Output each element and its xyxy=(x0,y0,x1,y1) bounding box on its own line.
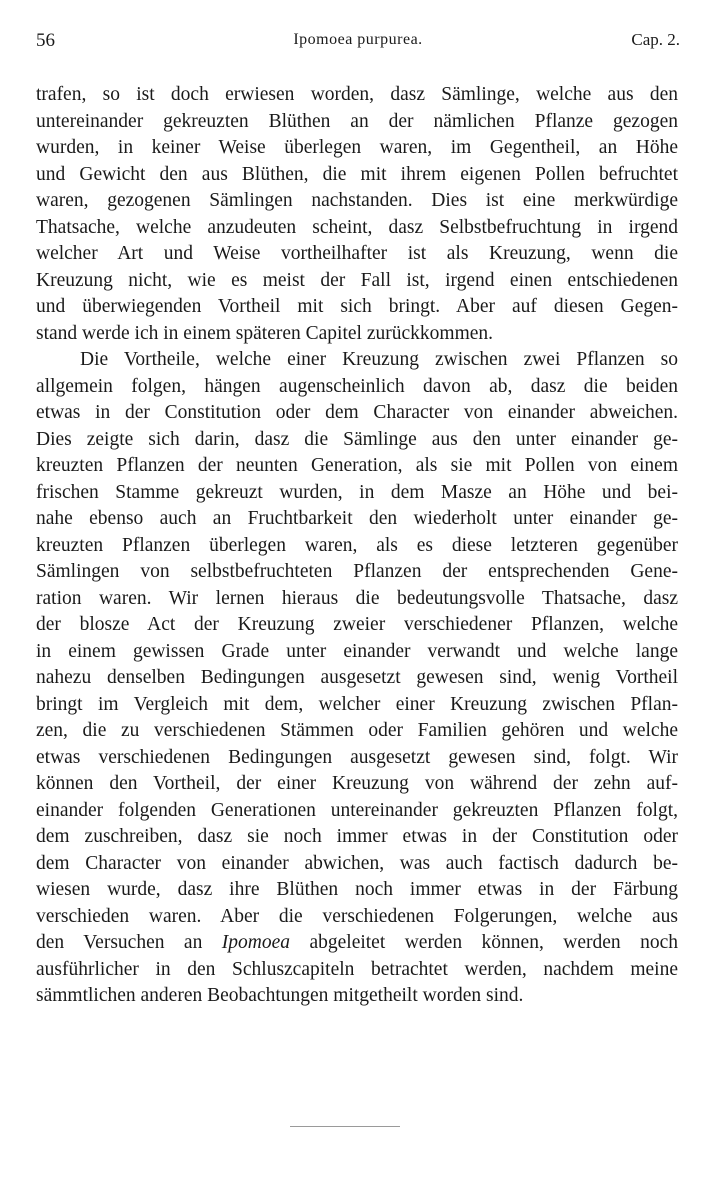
text-line: dem Character von einander abwichen, was auch factisch dadurch be- xyxy=(36,852,678,874)
text-line: nahezu denselben Bedingungen ausgesetzt gewesen sind, wenig Vortheil xyxy=(36,667,678,688)
text-line: bringt im Vergleich mit dem, welcher einer Kreuzung zwischen Pflan- xyxy=(36,693,678,715)
text-line: waren, gezogenen Sämlingen nachstanden. Dies ist eine merkwürdige xyxy=(36,190,678,211)
text-line: trafen, so ist doch erwiesen worden, dasz Sämlinge, welche aus den xyxy=(36,84,678,105)
text-line: nahe ebenso auch an Fruchtbarkeit den wiederholt unter einander ge- xyxy=(36,508,678,529)
text-line: wurden, in keiner Weise überlegen waren, im Gegentheil, an Höhe xyxy=(36,137,678,158)
italic-species-name: Ipomoea xyxy=(221,932,291,953)
text-line: verschieden waren. Aber die verschiedenen Folgerungen, welche aus xyxy=(36,905,678,927)
text-line: sämmtlichen anderen Beobachtungen mitgetheilt worden sind. xyxy=(36,985,524,1006)
paragraph-first-line: Die Vortheile, welche einer Kreuzung zwischen zwei Pflanzen so xyxy=(80,349,678,370)
text-line: etwas in der Constitution oder dem Character von einander abweichen. xyxy=(36,402,678,423)
running-title: Ipomoea purpurea. xyxy=(293,31,423,48)
text-line: Kreuzung nicht, wie es meist der Fall ist, irgend einen entschiedenen xyxy=(36,269,678,291)
text-line: etwas verschiedenen Bedingungen ausgesetzt gewesen sind, folgt. Wir xyxy=(36,746,678,768)
running-head xyxy=(36,30,680,58)
text-line: und überwiegenden Vortheil mit sich bringt. Aber auf diesen Gegen- xyxy=(36,296,678,317)
text-line: Dies zeigte sich darin, dasz die Sämlinge aus den unter einander ge- xyxy=(36,428,678,450)
text-line: ration waren. Wir lernen hieraus die bedeutungsvolle Thatsache, dasz xyxy=(36,587,678,609)
text-line: ausführlicher in den Schluszcapiteln betrachtet werden, nachdem meine xyxy=(36,958,678,980)
text-line: einander folgenden Generationen untereinander gekreuzten Pflanzen folgt, xyxy=(36,799,678,821)
text-line: können den Vortheil, der einer Kreuzung von während der zehn auf- xyxy=(36,773,678,794)
footer-rule xyxy=(290,1126,400,1127)
body-text xyxy=(36,82,678,1010)
chapter-label: Cap. 2. xyxy=(631,30,680,49)
text-line: Sämlingen von selbstbefruchteten Pflanzen der entsprechenden Gene- xyxy=(36,561,678,582)
text-line: untereinander gekreuzten Blüthen an der nämlichen Pflanze gezogen xyxy=(36,110,678,132)
text-line: kreuzten Pflanzen der neunten Generation, als sie mit Pollen von einem xyxy=(36,455,678,476)
text-line-with-italic xyxy=(36,930,678,957)
text-segment: abgeleitet werden können, werden noch xyxy=(290,932,678,953)
text-line: und Gewicht den aus Blüthen, die mit ihrem eigenen Pollen befruchtet xyxy=(36,163,678,185)
text-line: in einem gewissen Grade unter einander verwandt und welche lange xyxy=(36,640,678,662)
text-line: stand werde ich in einem späteren Capitel zurückkommen. xyxy=(36,322,494,344)
text-line: allgemein folgen, hängen augenscheinlich davon ab, dasz die beiden xyxy=(36,375,678,397)
text-line: wiesen wurde, dasz ihre Blüthen noch immer etwas in der Färbung xyxy=(36,879,678,900)
text-line: der blosze Act der Kreuzung zweier verschiedener Pflanzen, welche xyxy=(36,614,678,635)
text-line: zen, die zu verschiedenen Stämmen oder Familien gehören und welche xyxy=(36,720,678,741)
text-segment: den Versuchen an xyxy=(36,932,222,953)
text-line: welcher Art und Weise vortheilhafter ist als Kreuzung, wenn die xyxy=(36,243,678,264)
text-line: Thatsache, welche anzudeuten scheint, dasz Selbstbefruchtung in irgend xyxy=(36,216,678,238)
page-number: 56 xyxy=(36,30,55,51)
text-line: kreuzten Pflanzen überlegen waren, als es diese letzteren gegenüber xyxy=(36,534,678,556)
text-line: frischen Stamme gekreuzt wurden, in dem Masze an Höhe und bei- xyxy=(36,481,678,503)
text-line: dem zuschreiben, dasz sie noch immer etwas in der Constitution oder xyxy=(36,826,678,847)
